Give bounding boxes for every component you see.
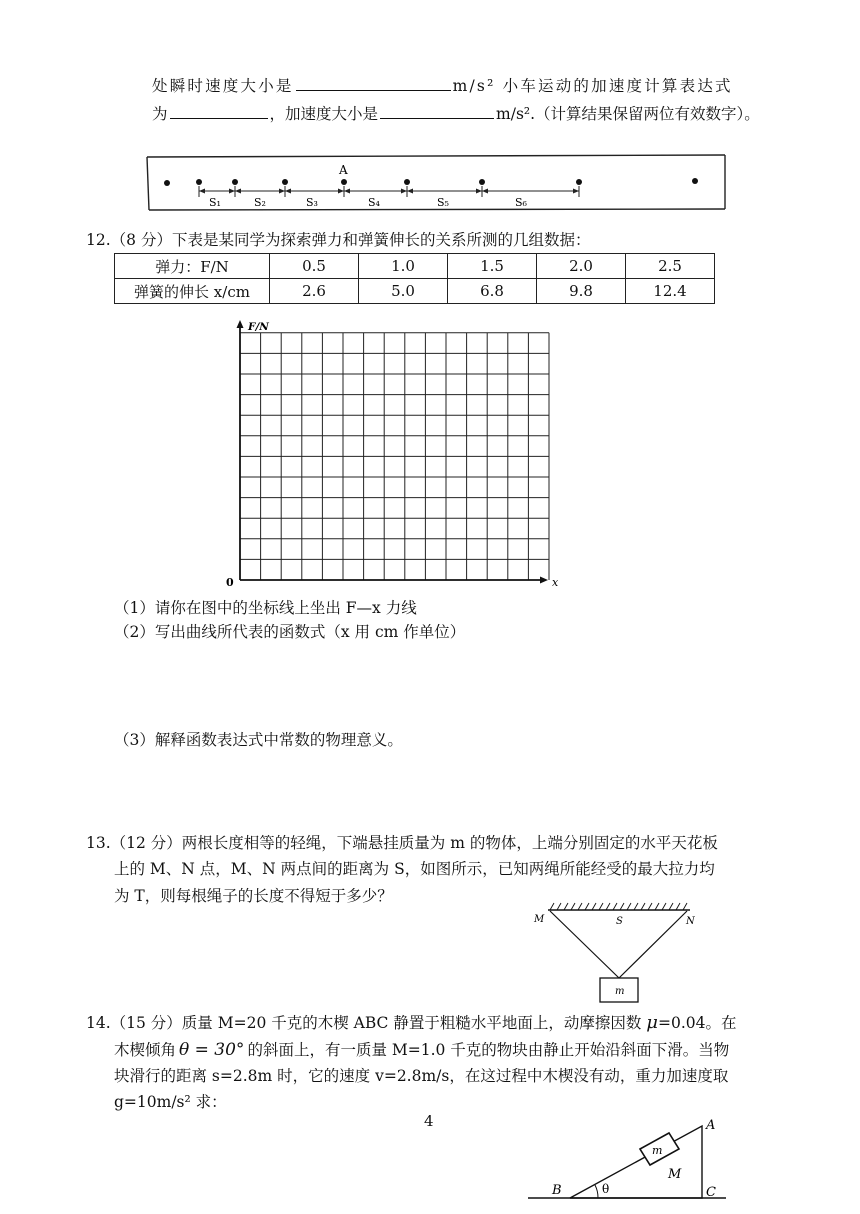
spring-data-table bbox=[114, 253, 715, 304]
table-cell: 2.5 bbox=[626, 254, 715, 279]
q12-sub3: （3）解释函数表达式中常数的物理意义。 bbox=[114, 731, 403, 749]
accel-magnitude-blank[interactable] bbox=[380, 103, 494, 119]
wedge-mass-label: M bbox=[668, 1167, 682, 1182]
tape-dot bbox=[479, 179, 485, 185]
table-cell: 1.0 bbox=[359, 254, 448, 279]
accel-expression-blank[interactable] bbox=[170, 103, 268, 119]
table-row bbox=[115, 254, 715, 279]
q12-sub1: （1）请你在图中的坐标线上坐出 F—x 力线 bbox=[114, 599, 417, 617]
tape-dot bbox=[282, 179, 288, 185]
segment-label-s1: S₁ bbox=[209, 196, 221, 209]
point-n-label: N bbox=[686, 916, 695, 927]
q11-instant-speed-prefix: 处瞬时速度大小是 bbox=[152, 77, 294, 95]
q11-accel-expression-text: m/s² 小车运动的加速度计算表达式 bbox=[452, 77, 733, 95]
row-label-extension: 弹簧的伸长 x/cm bbox=[115, 279, 270, 304]
wedge-abc bbox=[570, 1126, 702, 1198]
q14-line-1 bbox=[86, 1013, 736, 1033]
q12-sub2: （2）写出曲线所代表的函数式（x 用 cm 作单位） bbox=[114, 623, 466, 641]
ticker-tape-figure bbox=[145, 152, 727, 212]
segment-label-s4: S₄ bbox=[368, 196, 380, 209]
right-rope bbox=[619, 911, 687, 978]
q14-line-4: g=10m/s² 求： bbox=[114, 1093, 227, 1111]
segment-label-s6: S₆ bbox=[515, 196, 527, 209]
distance-s-label: S bbox=[616, 916, 623, 927]
tape-dot-a bbox=[341, 179, 347, 185]
q11-for-prefix: 为 bbox=[152, 105, 168, 123]
tape-dot bbox=[576, 179, 582, 185]
table-cell: 6.8 bbox=[448, 279, 537, 304]
hanging-mass-figure bbox=[530, 900, 710, 1006]
blank-plot-grid[interactable] bbox=[222, 318, 562, 590]
table-cell: 0.5 bbox=[270, 254, 359, 279]
mass-label: m bbox=[615, 986, 625, 997]
x-axis-label: x bbox=[552, 576, 559, 589]
table-cell: 5.0 bbox=[359, 279, 448, 304]
incline-angle-label: θ bbox=[602, 1182, 610, 1196]
row-label-force: 弹力：F/N bbox=[115, 254, 270, 279]
vertex-a-label: A bbox=[706, 1118, 716, 1133]
y-axis-label: F/N bbox=[248, 321, 269, 333]
table-cell: 12.4 bbox=[626, 279, 715, 304]
q13-line-2: 上的 M、N 点，M、N 两点间的距离为 S，如图所示，已知两绳所能经受的最大拉力均 bbox=[114, 860, 715, 878]
table-cell: 2.0 bbox=[537, 254, 626, 279]
table-cell: 2.6 bbox=[270, 279, 359, 304]
left-rope bbox=[550, 911, 619, 978]
mu-symbol: μ bbox=[646, 1012, 658, 1033]
vertex-c-label: C bbox=[706, 1185, 716, 1200]
segment-label-s5: S₅ bbox=[437, 196, 449, 209]
q14-line-1-text: 14.（15 分）质量 M=20 千克的木楔 ABC 静置于粗糙水平地面上，动摩擦因数 bbox=[86, 1014, 642, 1032]
tape-dot bbox=[692, 178, 698, 184]
segment-label-s3: S₃ bbox=[306, 196, 318, 209]
q11-accel-magnitude-text: ，加速度大小是 bbox=[269, 105, 379, 123]
q13-line-3: 为 T，则每根绳子的长度不得短于多少？ bbox=[114, 887, 393, 905]
q13-line-1: 13.（12 分）两根长度相等的轻绳，下端悬挂质量为 m 的物体，上端分别固定的水平天花板 bbox=[86, 834, 718, 852]
q14-line-3: 块滑行的距离 s=2.8m 时，它的速度 v=2.8m/s，在这过程中木楔没有动，重力加速度取 bbox=[114, 1067, 729, 1085]
point-m-label: M bbox=[534, 914, 545, 925]
q14-line-2 bbox=[114, 1040, 729, 1060]
table-cell: 1.5 bbox=[448, 254, 537, 279]
q11-line-2 bbox=[152, 103, 760, 124]
tape-point-a-label: A bbox=[339, 163, 348, 177]
q14-line-2-prefix: 木楔倾角 bbox=[114, 1041, 177, 1059]
tape-dot bbox=[232, 179, 238, 185]
q12-header: 12.（8 分）下表是某同学为探索弹力和弹簧伸长的关系所测的几组数据： bbox=[86, 231, 591, 249]
table-row bbox=[115, 279, 715, 304]
tape-dot bbox=[404, 179, 410, 185]
tape-dot bbox=[196, 179, 202, 185]
table-cell: 9.8 bbox=[537, 279, 626, 304]
block-mass-label: m bbox=[652, 1144, 663, 1157]
instant-speed-blank[interactable] bbox=[296, 75, 451, 91]
wedge-figure bbox=[528, 1112, 732, 1206]
page-number: 4 bbox=[424, 1112, 434, 1130]
q11-line-1 bbox=[152, 75, 733, 96]
theta-expression: θ = 30° bbox=[179, 1040, 245, 1060]
origin-label: 0 bbox=[226, 576, 234, 589]
q14-line-2-suffix: 的斜面上，有一质量 M=1.0 千克的物块由静止开始沿斜面下滑。当物 bbox=[247, 1041, 730, 1059]
q14-line-1-suffix: =0.04。在 bbox=[657, 1014, 737, 1032]
tape-dot bbox=[164, 180, 170, 186]
vertex-b-label: B bbox=[552, 1183, 562, 1198]
q11-unit-note: m/s².（计算结果保留两位有效数字）。 bbox=[496, 105, 760, 123]
segment-label-s2: S₂ bbox=[254, 196, 266, 209]
